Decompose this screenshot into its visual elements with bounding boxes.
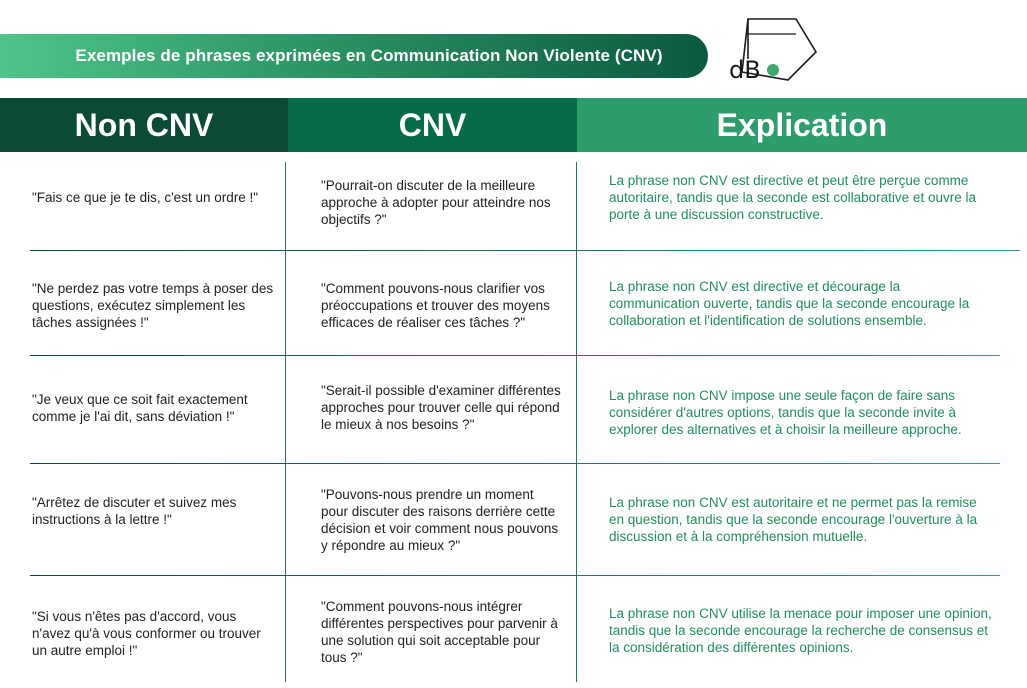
page-title: Exemples de phrases exprimées en Communication Non Violente (CNV) (75, 46, 663, 65)
non-cnv-phrase: "Je veux que ce soit fait exactement comme je l'ai dit, sans déviation !" (32, 392, 248, 424)
title-banner (0, 34, 708, 78)
header-cnv: CNV (288, 98, 577, 152)
explication-text: La phrase non CNV impose une seule façon de faire sans considérer d'autres options, tandis que la seconde invite à explorer des alternatives et à choisir la meilleure approche. (609, 388, 962, 437)
column-divider (576, 162, 577, 682)
cnv-phrase: "Comment pouvons-nous clarifier vos préoccupations et trouver des moyens efficaces de réaliser ces tâches ?" (321, 281, 550, 330)
row-divider (30, 355, 1000, 356)
row-divider (30, 575, 1000, 576)
logo-text: dB (729, 56, 761, 84)
cnv-phrase: "Serait-il possible d'examiner différentes approches pour trouver celle qui répond le mieux à nos besoins ?" (321, 383, 561, 432)
explication-text: La phrase non CNV est autoritaire et ne permet pas la remise en question, tandis que la seconde encourage l'ouverture à la discussion et à la compréhension mutuelle. (609, 495, 978, 544)
header-explication: Explication (577, 98, 1027, 152)
cnv-phrase: "Pourrait-on discuter de la meilleure approche à adopter pour atteindre nos objectifs ?" (321, 178, 551, 227)
non-cnv-phrase: "Arrêtez de discuter et suivez mes instructions à la lettre !" (32, 495, 237, 527)
row-divider (30, 250, 1020, 251)
explication-text: La phrase non CNV utilise la menace pour imposer une opinion, tandis que la seconde encourage la recherche de consensus et la considération des différentes opinions. (609, 606, 992, 655)
explication-text: La phrase non CNV est directive et peut être perçue comme autoritaire, tandis que la seconde est collaborative et ouvre la porte à une discussion constructive. (609, 173, 976, 222)
non-cnv-phrase: "Ne perdez pas votre temps à poser des questions, exécutez simplement les tâches assignées !" (32, 281, 274, 330)
explication-text: La phrase non CNV est directive et décourage la communication ouverte, tandis que la seconde encourage la collaboration et l'identification de solutions ensemble. (609, 279, 970, 328)
column-divider (285, 162, 286, 682)
non-cnv-phrase: "Fais ce que je te dis, c'est un ordre !" (32, 190, 259, 205)
table-header (0, 98, 1027, 152)
header-non-cnv: Non CNV (0, 98, 288, 152)
non-cnv-phrase: "Si vous n'êtes pas d'accord, vous n'avez qu'à vous conformer ou trouver un autre emploi !" (32, 609, 261, 658)
table-body (0, 152, 1027, 688)
cnv-phrase: "Comment pouvons-nous intégrer différentes perspectives pour parvenir à une solution qui soit acceptable pour tous ?" (321, 599, 558, 665)
row-divider (30, 463, 1000, 464)
cnv-phrase: "Pouvons-nous prendre un moment pour discuter des raisons derrière cette décision et voir comment nous pouvons y répondre au mieux ?" (321, 487, 559, 553)
